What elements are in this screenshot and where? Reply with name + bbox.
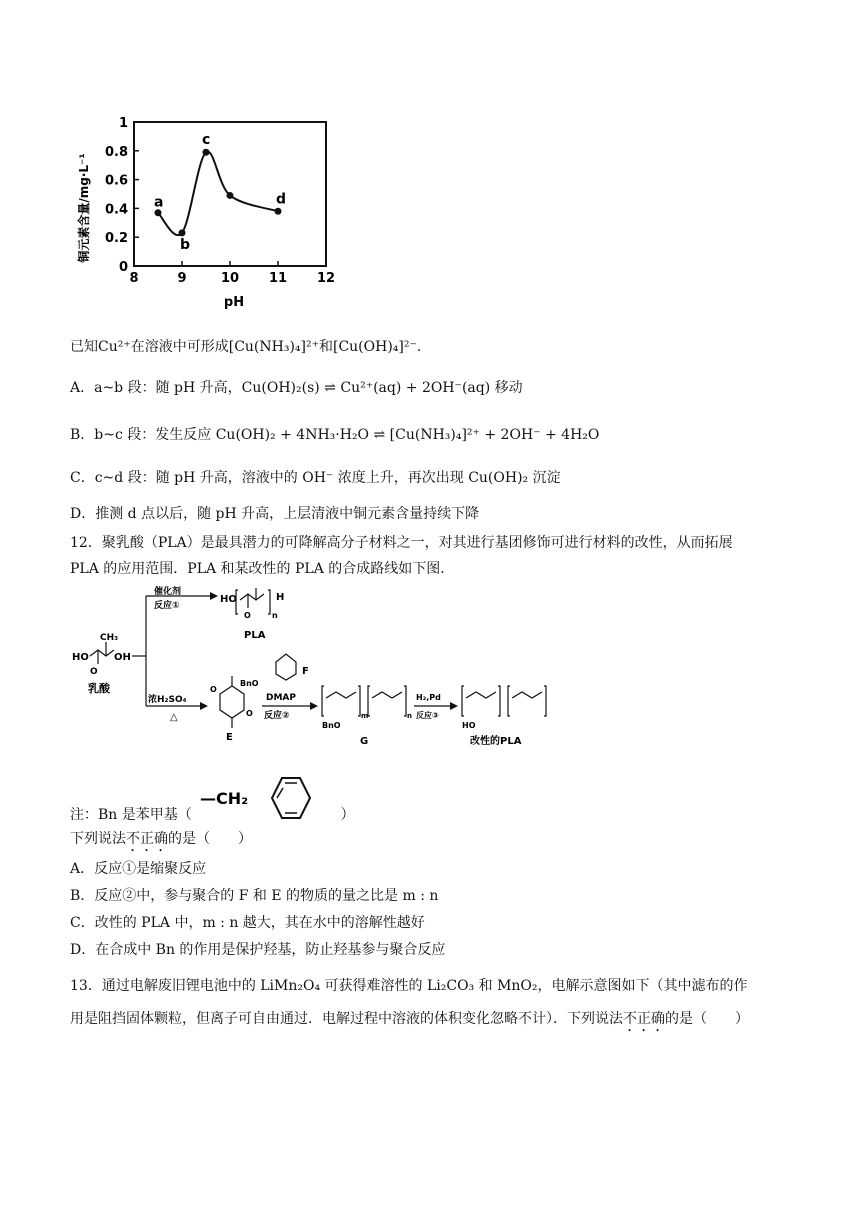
q12-stem-line2: PLA 的应用范围．PLA 和某改性的 PLA 的合成路线如下图．	[70, 561, 455, 577]
synthesis-scheme	[70, 586, 560, 746]
point-label: c	[202, 132, 211, 149]
reaction2-label: 反应②	[264, 711, 290, 721]
x-tick-label: 12	[316, 271, 336, 286]
polymer-g-structure	[322, 686, 412, 746]
ch3-label: CH₃	[100, 633, 119, 643]
reaction3-label: 反应③	[416, 711, 439, 720]
monomer-f-structure	[240, 654, 309, 688]
pla-structure	[220, 588, 284, 641]
y-tick-label: 0	[118, 260, 128, 275]
q11-option-b: B．b~c 段：发生反应 Cu(OH)₂ + 4NH₃·H₂O ⇌ [Cu(NH₃)₄]²⁺ + 2OH⁻ + 4H₂O	[70, 427, 600, 443]
q13-stem-line1: 13．通过电解废旧锂电池中的 LiMn₂O₄ 可获得难溶性的 Li₂CO₃ 和 MnO₂，电解示意图如下（其中滤布的作	[70, 978, 748, 994]
q12-stem-line1: 12．聚乳酸（PLA）是最具潜力的可降解高分子材料之一，对其进行基团修饰可进行材料的改性，从而拓展	[70, 535, 733, 551]
svg-text:BnO: BnO	[240, 679, 259, 688]
pla-label: PLA	[244, 630, 266, 641]
dmap-label: DMAP	[266, 693, 296, 703]
reaction1-label: 反应①	[154, 601, 180, 611]
svg-text:HO: HO	[220, 594, 237, 605]
svg-text:m: m	[361, 712, 369, 720]
x-tick-label: 10	[220, 271, 240, 286]
svg-text:H: H	[276, 592, 285, 603]
catalyst-label: 催化剂	[154, 587, 182, 597]
svg-text:O: O	[246, 709, 253, 718]
svg-text:HO: HO	[462, 721, 476, 730]
y-tick-label: 0.2	[104, 231, 128, 247]
y-tick-label: 0.6	[104, 173, 128, 189]
ho-label: HO	[72, 652, 89, 663]
svg-text:n: n	[272, 611, 278, 620]
copper-ph-chart	[74, 112, 344, 312]
lactic-acid-structure	[72, 633, 131, 695]
svg-text:O: O	[210, 685, 217, 694]
q12-question: 下列说法不正确的是（ ）	[70, 831, 252, 847]
x-tick-label: 11	[268, 271, 288, 286]
x-tick-label: 8	[129, 271, 139, 286]
chart-y-label: 铜元素含量/mg·L⁻¹	[77, 153, 91, 263]
q12-option-b: B．反应②中，参与聚合的 F 和 E 的物质的量之比是 m : n	[70, 888, 439, 904]
svg-text:BnO: BnO	[322, 721, 341, 730]
q11-known: 已知Cu²⁺在溶液中可形成[Cu(NH₃)₄]²⁺和[Cu(OH)₄]²⁻.	[70, 339, 422, 355]
svg-text:O: O	[90, 667, 98, 677]
benzyl-group-structure	[200, 774, 330, 824]
q12-option-d: D．在合成中 Bn 的作用是保护羟基，防止羟基参与聚合反应	[70, 942, 446, 958]
point-label: b	[180, 236, 191, 253]
data-point	[203, 149, 210, 156]
modified-pla-label: 改性的PLA	[470, 736, 522, 746]
q12-note: 注：Bn 是苯甲基（ ）	[70, 807, 355, 823]
y-tick-label: 1	[118, 116, 128, 131]
y-tick-label: 0.8	[104, 144, 128, 160]
g-label: G	[360, 736, 369, 746]
h2so4-label: 浓H₂SO₄	[148, 695, 187, 705]
e-label: E	[226, 732, 233, 743]
q11-option-c: C．c~d 段：随 pH 升高，溶液中的 OH⁻ 浓度上升，再次出现 Cu(OH)₂ 沉淀	[70, 470, 561, 486]
q12-option-a: A．反应①是缩聚反应	[70, 861, 207, 877]
q11-option-d: D．推测 d 点以后，随 pH 升高，上层清液中铜元素含量持续下降	[70, 506, 480, 522]
heat-label: △	[170, 712, 178, 723]
point-label: d	[276, 191, 287, 208]
chart-x-label: pH	[223, 295, 245, 310]
svg-text:O: O	[244, 611, 251, 620]
h2pd-label: H₂,Pd	[416, 693, 441, 702]
q11-option-a: A．a~b 段：随 pH 升高，Cu(OH)₂(s) ⇌ Cu²⁺(aq) + 2OH⁻(aq) 移动	[70, 380, 523, 396]
y-tick-label: 0.4	[104, 202, 128, 218]
data-point	[275, 208, 282, 215]
point-label: a	[154, 194, 164, 211]
svg-text:n: n	[407, 712, 412, 720]
q13-stem-line2: 用是阻挡固体颗粒，但离子可自由通过．电解过程中溶液的体积变化忽略不计）．下列说法不正确的是（ ）	[70, 1011, 749, 1027]
data-point	[179, 229, 186, 236]
chart-curve	[158, 152, 278, 236]
q12-option-c: C．改性的 PLA 中，m : n 越大，其在水中的溶解性越好	[70, 915, 425, 931]
oh-label: OH	[114, 652, 131, 663]
f-label: F	[302, 666, 309, 677]
benzyl-label: —CH₂	[200, 789, 249, 808]
modified-pla-structure	[462, 686, 546, 746]
lactic-acid-label: 乳酸	[88, 682, 110, 695]
data-point	[227, 192, 234, 199]
x-tick-label: 9	[177, 271, 187, 286]
